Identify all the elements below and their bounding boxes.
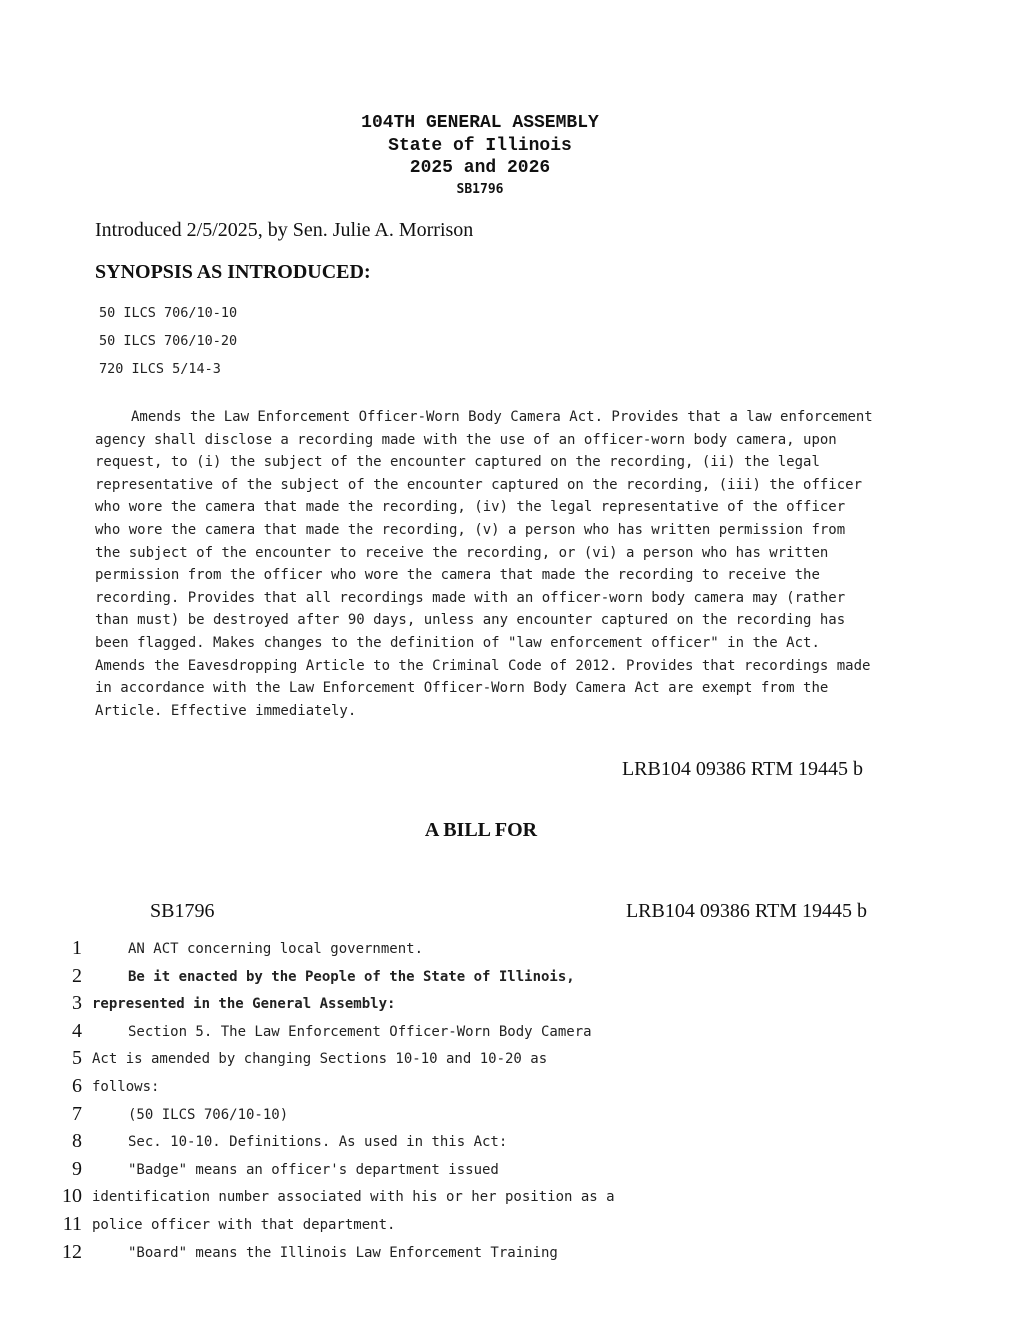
line-text: Act is amended by changing Sections 10-10 and 10-20 as [92, 1051, 548, 1068]
line-row [0, 1074, 1024, 1102]
line-number: 3 [72, 992, 82, 1015]
line-row [0, 1046, 1024, 1074]
line-text: (50 ILCS 706/10-10) [128, 1106, 289, 1123]
line-row [0, 1019, 1024, 1047]
line-text: "Board" means the Illinois Law Enforcement Training [128, 1244, 558, 1261]
synopsis-text: Amends the Law Enforcement Officer-Worn Body Camera Act. Provides that a law enforcement agency shall disclose a recording made with the use of an officer-worn body camera, upon request, to (i) the subject of the encounter captured on the recording, (ii) the legal representative of the subject of the encounter captured on the recording, (iii) the officer who wore the camera that made the recording, (iv) the legal representative of the officer who wore the camera that made the recording, (v) a person who has written permission from the subject of the encounter to receive the recording, or (vi) a person who has written permission from the officer who wore the camera that made the recording to receive the recording. Provides that all recordings made with an officer-worn body camera may (rather than must) be destroyed after 90 days, unless any encounter captured on the recording has been flagged. Makes changes to the definition of "law enforcement officer" in the Act. Amends the Eavesdropping Article to the Criminal Code of 2012. Provides that recordings made in accordance with the Law Enforcement Officer-Worn Body Camera Act are exempt from the Article. Effective immediately. [95, 409, 873, 719]
citation-item: 720 ILCS 5/14-3 [99, 360, 221, 377]
bill-header [0, 112, 960, 200]
line-text: police officer with that department. [92, 1216, 396, 1233]
state-title: State of Illinois [388, 135, 572, 156]
line-number: 1 [72, 937, 82, 959]
line-text: Sec. 10-10. Definitions. As used in this Act: [128, 1134, 508, 1151]
line-number: 12 [62, 1240, 82, 1263]
citation-item: 50 ILCS 706/10-10 [99, 305, 238, 321]
line-number: 7 [72, 1102, 82, 1125]
line-number: 11 [62, 1212, 82, 1235]
line-text: Section 5. The Law Enforcement Officer-Worn Body Camera [128, 1023, 592, 1040]
line-number: 9 [72, 1157, 82, 1180]
session-years: 2025 and 2026 [409, 158, 551, 178]
page-header-bill-id: SB1796 [150, 900, 215, 922]
line-row [0, 1212, 1024, 1240]
line-number: 8 [72, 1130, 82, 1153]
line-number: 5 [72, 1047, 82, 1070]
line-number: 10 [62, 1185, 82, 1208]
line-row [0, 1129, 1024, 1157]
line-row [0, 991, 1024, 1019]
assembly-title: 104TH GENERAL ASSEMBLY [361, 113, 599, 133]
line-row [0, 1157, 1024, 1185]
line-row [0, 936, 1024, 964]
introduced-line: Introduced 2/5/2025, by Sen. Julie A. Morrison [95, 219, 474, 241]
line-text: Be it enacted by the People of the State of Illinois, [128, 968, 575, 985]
line-row [0, 964, 1024, 992]
citation-list [99, 300, 237, 383]
line-number: 6 [72, 1074, 82, 1097]
line-number: 4 [72, 1019, 82, 1042]
line-row [0, 1240, 1024, 1268]
citation-item: 50 ILCS 706/10-20 [99, 332, 238, 349]
bill-id: SB1796 [456, 181, 504, 197]
page-header-lrb-code: LRB104 09386 RTM 19445 b [625, 900, 867, 922]
line-text: "Badge" means an officer's department issued [128, 1161, 499, 1178]
line-row [0, 1102, 1024, 1130]
line-text: follows: [92, 1078, 160, 1095]
line-row [0, 1184, 1024, 1212]
synopsis-heading: SYNOPSIS AS INTRODUCED: [95, 261, 371, 283]
line-number: 2 [72, 964, 82, 987]
line-text: AN ACT concerning local government. [128, 941, 424, 957]
lrb-code: LRB104 09386 RTM 19445 b [621, 758, 863, 780]
line-text: identification number associated with his or her position as a [92, 1189, 615, 1206]
bill-for-heading: A BILL FOR [424, 819, 538, 841]
line-text: represented in the General Assembly: [92, 996, 396, 1013]
bill-text-lines [0, 936, 1024, 1267]
